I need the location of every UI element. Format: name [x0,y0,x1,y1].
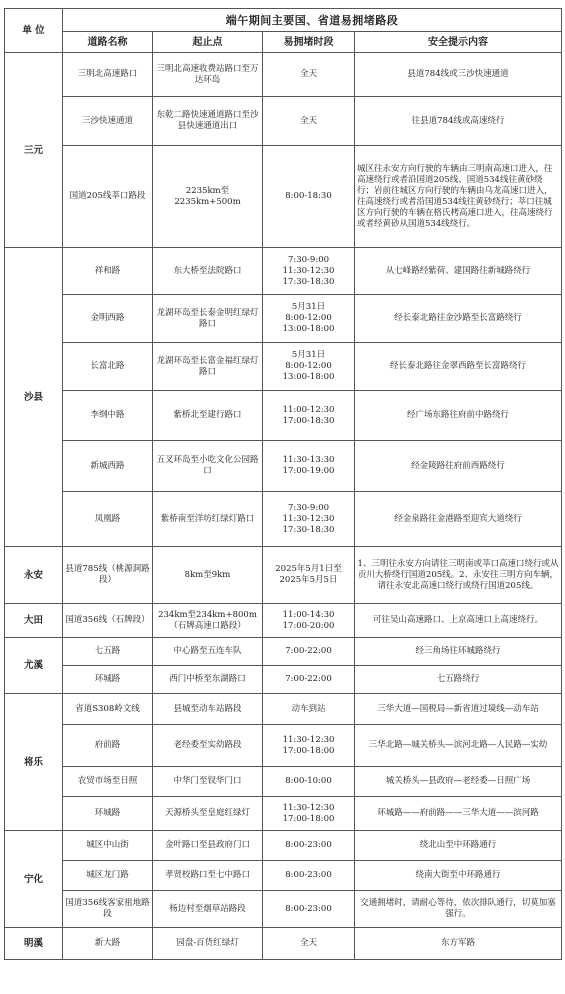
unit-cell: 大田 [5,604,63,638]
table-row [5,146,562,248]
table-row [5,604,562,638]
table-row [5,441,562,492]
range-cell: 龙湖环岛至长泰金明红绿灯路口 [153,295,263,343]
road-cell: 七五路 [63,638,153,666]
road-cell: 城区中山街 [63,831,153,861]
table-row [5,666,562,694]
table-row [5,391,562,441]
road-cell: 凤凰路 [63,492,153,547]
tip-cell: 1、三明往永安方向请往三明南或莘口高速口绕行或从贡川大桥绕行国道205线。2、永安往三明方向车辆，请往永安北高速口绕行或绕行国道205线。 [355,547,562,604]
range-cell: 园盘-百货红绿灯 [153,928,263,960]
range-cell: 孝贤校路口至七中路口 [153,861,263,891]
table-row [5,343,562,391]
road-cell: 府前路 [63,725,153,767]
road-cell: 新城西路 [63,441,153,492]
tip-cell: 可往吴山高速路口、上京高速口上高速绕行。 [355,604,562,638]
header-tip: 安全提示内容 [355,32,562,53]
tip-cell: 县道784线或三沙快速通道 [355,53,562,97]
range-cell: 五叉环岛至小吃文化公园路口 [153,441,263,492]
unit-cell: 三元 [5,53,63,248]
tip-cell: 城区往永安方向行驶的车辆由三明南高速口进入，往高速绕行或者沿国道205线、国道534线往黄砂绕行；岩前往城区方向行驶的车辆由乌龙高速口进入，往高速绕行或者沿国道534线往黄砂绕行；莘口往城区方向行驶的车辆在格氏栲高速口进入，往高速绕行或者经黄砂从国道534线绕行。 [355,146,562,248]
unit-cell: 沙县 [5,248,63,547]
time-cell: 动车到站 [263,694,355,725]
time-cell: 11:30-12:30 17:00-18:00 [263,797,355,831]
table-row [5,248,562,295]
road-cell: 国道356线（石牌段） [63,604,153,638]
table-row [5,53,562,97]
time-cell: 全天 [263,928,355,960]
tip-cell: 绕北山至中环路通行 [355,831,562,861]
range-cell: 县城至动车站路段 [153,694,263,725]
header-road: 道路名称 [63,32,153,53]
time-cell: 全天 [263,97,355,146]
time-cell: 8:00-23:00 [263,861,355,891]
range-cell: 中华门至钗华门口 [153,767,263,797]
table-row [5,97,562,146]
road-cell: 环城路 [63,797,153,831]
unit-cell: 永安 [5,547,63,604]
tip-cell: 环城路——府前路——三华大道——滨河路 [355,797,562,831]
road-cell: 三沙快速通道 [63,97,153,146]
time-cell: 7:00-22:00 [263,638,355,666]
time-cell: 8:00-23:00 [263,831,355,861]
table-row [5,638,562,666]
table-title: 端午期间主要国、省道易拥堵路段 [63,9,562,32]
table-row [5,891,562,928]
table-row [5,831,562,861]
table-row [5,295,562,343]
time-cell: 8:00-10:00 [263,767,355,797]
time-cell: 全天 [263,53,355,97]
tip-cell: 七五路绕行 [355,666,562,694]
road-cell: 新大路 [63,928,153,960]
tip-cell: 从七峰路经紫荷、建国路往新城路绕行 [355,248,562,295]
tip-cell: 经金陵路往府前西路绕行 [355,441,562,492]
header-time: 易拥堵时段 [263,32,355,53]
time-cell: 11:00-12:30 17:00-18:30 [263,391,355,441]
road-cell: 长富北路 [63,343,153,391]
range-cell: 西门中桥至东湖路口 [153,666,263,694]
tip-cell: 三华北路—城关桥头—滨河北路—人民路—实幼 [355,725,562,767]
time-cell: 2025年5月1日至2025年5月5日 [263,547,355,604]
range-cell: 8km至9km [153,547,263,604]
time-cell: 11:30-12:30 17:00-18:00 [263,725,355,767]
road-cell: 国道205线莘口路段 [63,146,153,248]
time-cell: 11:30-13:30 17:00-19:00 [263,441,355,492]
table-row [5,694,562,725]
range-cell: 紫桥北至建行路口 [153,391,263,441]
time-cell: 8:00-18:30 [263,146,355,248]
range-cell: 三明北高速收费站路口至万达环岛 [153,53,263,97]
time-cell: 7:30-9:00 11:30-12:30 17:30-18:30 [263,492,355,547]
range-cell: 东大桥至法院路口 [153,248,263,295]
range-cell: 234km至234km+800m （石牌高速口路段） [153,604,263,638]
road-cell: 国道356线客家祖地路段 [63,891,153,928]
range-cell: 杨边村至烟草站路段 [153,891,263,928]
tip-cell: 经三角场往环城路绕行 [355,638,562,666]
header-range: 起止点 [153,32,263,53]
tip-cell: 往县道784线或高速绕行 [355,97,562,146]
time-cell: 5月31日 8:00-12:00 13:00-18:00 [263,295,355,343]
range-cell: 龙湖环岛至长富金福红绿灯路口 [153,343,263,391]
tip-cell: 交通拥堵时，请耐心等待，依次排队通行，切莫加塞强行。 [355,891,562,928]
table-body [5,53,562,960]
road-cell: 李纲中路 [63,391,153,441]
time-cell: 11:00-14:30 17:00-20:00 [263,604,355,638]
tip-cell: 城关桥头—县政府—老经委—日照广场 [355,767,562,797]
range-cell: 中心路至五连车队 [153,638,263,666]
tip-cell: 经长泰北路往金沙路至长富路绕行 [355,295,562,343]
unit-cell: 明溪 [5,928,63,960]
range-cell: 金叶路口至县政府门口 [153,831,263,861]
road-cell: 城区龙门路 [63,861,153,891]
range-cell: 老经委至实幼路段 [153,725,263,767]
table-row [5,492,562,547]
road-cell: 祥和路 [63,248,153,295]
tip-cell: 经长泰北路往金翠西路至长富路绕行 [355,343,562,391]
road-cell: 省道S308岭文线 [63,694,153,725]
road-cell: 县道785线（桃源洞路段） [63,547,153,604]
table-row [5,797,562,831]
header-unit: 单 位 [5,9,63,53]
time-cell: 5月31日 8:00-12:00 13:00-18:00 [263,343,355,391]
tip-cell: 经广场东路往府前中路绕行 [355,391,562,441]
unit-cell: 尤溪 [5,638,63,694]
table-row [5,725,562,767]
congestion-table [4,8,562,960]
range-cell: 紫桥南至洋坊红绿灯路口 [153,492,263,547]
unit-cell: 宁化 [5,831,63,928]
time-cell: 8:00-23:00 [263,891,355,928]
road-cell: 金明西路 [63,295,153,343]
time-cell: 7:30-9:00 11:30-12:30 17:30-18:30 [263,248,355,295]
table-row [5,767,562,797]
tip-cell: 东方军路 [355,928,562,960]
tip-cell: 绕南大街至中环路通行 [355,861,562,891]
road-cell: 三明北高速路口 [63,53,153,97]
road-cell: 农贸市场至日照 [63,767,153,797]
range-cell: 天源桥头至皇庭红绿灯 [153,797,263,831]
tip-cell: 经金泉路往金港路至迎宾大道绕行 [355,492,562,547]
table-row [5,928,562,960]
tip-cell: 三华大道—国税局—新省道过境线—动车站 [355,694,562,725]
range-cell: 2235km至2235km+500m [153,146,263,248]
range-cell: 东乾二路快速通道路口至沙县快速通道出口 [153,97,263,146]
table-row [5,547,562,604]
table-row [5,861,562,891]
road-cell: 环城路 [63,666,153,694]
time-cell: 7:00-22:00 [263,666,355,694]
unit-cell: 将乐 [5,694,63,831]
